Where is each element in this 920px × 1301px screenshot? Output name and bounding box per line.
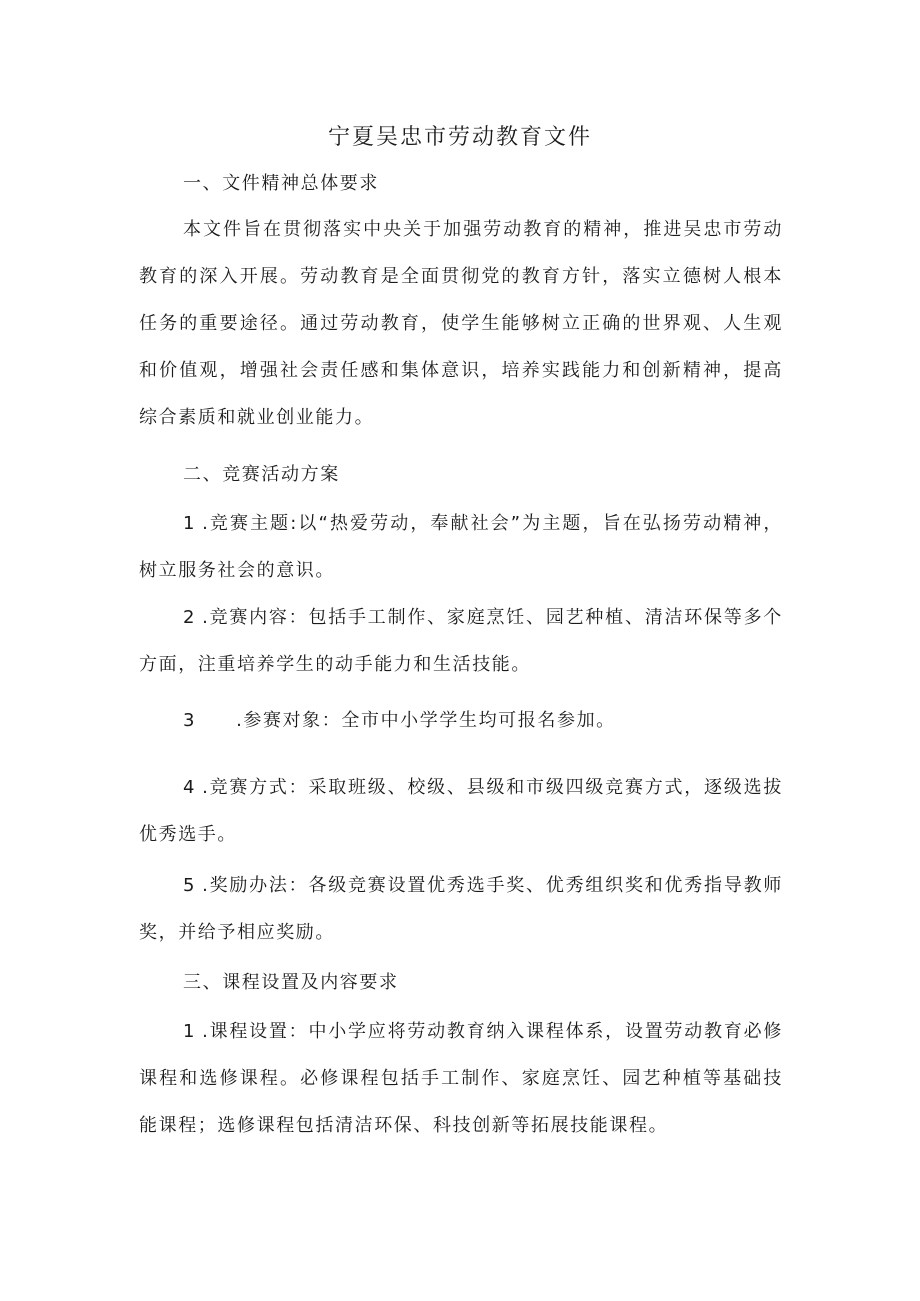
section-heading-2: 二、竞赛活动方案 [183,464,340,485]
document-title: 宁夏吴忠市劳动教育文件 [327,125,592,150]
list-item [139,764,783,858]
item-number: 3 [183,710,197,731]
item-text: .奖励办法：各级竞赛设置优秀选手奖、优秀组织奖和优秀指导教师奖，并给予相应奖励。 [139,875,783,943]
item-text: .竞赛方式：采取班级、校级、县级和市级四级竞赛方式，逐级选拔优秀选手。 [139,777,783,845]
item-number: 2 [183,607,197,628]
list-item [139,697,783,744]
list-item [139,594,783,688]
item-text: .参赛对象：全市中小学学生均可报名参加。 [236,710,616,731]
list-item [139,862,783,956]
item-number: 1 [183,513,197,534]
section-heading-1: 一、文件精神总体要求 [183,173,379,194]
item-number: 5 [183,875,197,896]
item-text: .竞赛内容：包括手工制作、家庭烹饪、园艺种植、清洁环保等多个方面，注重培养学生的动手能力和生活技能。 [139,607,783,675]
item-number: 4 [183,777,197,798]
section-1-paragraph: 本文件旨在贯彻落实中央关于加强劳动教育的精神，推进吴忠市劳动教育的深入开展。劳动教育是全面贯彻党的教育方针，落实立德树人根本任务的重要途径。通过劳动教育，使学生能够树立正确的世界观、人生观和价值观，增强社会责任感和集体意识，培养实践能力和创新精神，提高综合素质和就业创业能力。 [139,219,783,428]
list-item [139,500,783,594]
list-item [139,1008,783,1149]
item-text: .竞赛主题:以“热爱劳动，奉献社会”为主题，旨在弘扬劳动精神，树立服务社会的意识。 [139,513,783,581]
item-text: .课程设置：中小学应将劳动教育纳入课程体系，设置劳动教育必修课程和选修课程。必修课程包括手工制作、家庭烹饪、园艺种植等基础技能课程；选修课程包括清洁环保、科技创新等拓展技能课程。 [139,1021,783,1136]
section-heading-3: 三、课程设置及内容要求 [183,972,399,993]
item-number: 1 [183,1021,197,1042]
